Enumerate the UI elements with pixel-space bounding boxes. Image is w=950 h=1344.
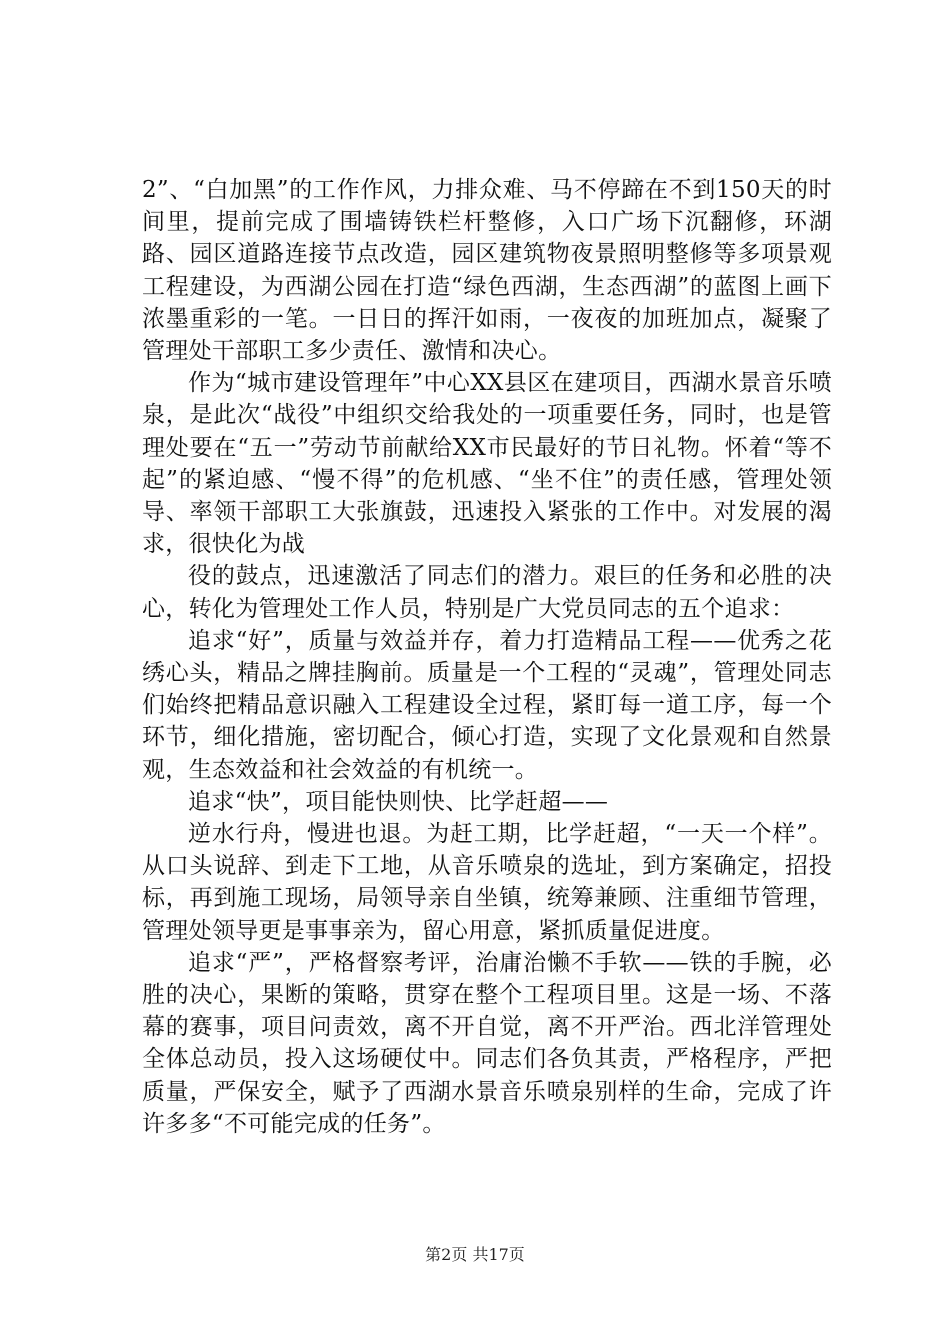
document-body — [142, 174, 832, 1140]
page-number-footer: 第2页 共17页 — [425, 1245, 525, 1264]
paragraph: 追求“严”，严格督察考评，治庸治懒不手软——铁的手腕，必胜的决心，果断的策略，贯穿在整个工程项目里。这是一场、不落幕的赛事，项目问责效，离不开自觉，离不开严治。西北洋管理处全体总动员，投入这场硬仗中。同志们各负其责，严格程序，严把质量，严保安全，赋予了西湖水景音乐喷泉别样的生命，完成了许许多多“不可能完成的任务”。 — [142, 949, 832, 1137]
paragraph: 追求“好”，质量与效益并存，着力打造精品工程——优秀之花绣心头，精品之牌挂胸前。质量是一个工程的“灵魂”，管理处同志们始终把精品意识融入工程建设全过程，紧盯每一道工序，每一个环节，细化措施，密切配合，倾心打造，实现了文化景观和自然景观，生态效益和社会效益的有机统一。 — [142, 627, 832, 783]
paragraph: 役的鼓点，迅速激活了同志们的潜力。艰巨的任务和必胜的决心，转化为管理处工作人员，特别是广大党员同志的五个追求： — [142, 563, 832, 622]
paragraph: 追求“快”，项目能快则快、比学赶超—— — [188, 788, 609, 815]
paragraph: 逆水行舟，慢进也退。为赶工期，比学赶超，“一天一个样”。从口头说辞、到走下工地，从音乐喷泉的选址，到方案确定，招投标，再到施工现场，局领导亲自坐镇，统筹兼顾、注重细节管理，管理处领导更是事事亲为，留心用意，紧抓质量促进度。 — [142, 821, 832, 944]
paragraph: 2”、“白加黑”的工作作风，力排众难、马不停蹄在不到150天的时间里，提前完成了围墙铸铁栏杆整修，入口广场下沉翻修，环湖路、园区道路连接节点改造，园区建筑物夜景照明整修等多项景观工程建设，为西湖公园在打造“绿色西湖，生态西湖”的蓝图上画下浓墨重彩的一笔。一日日的挥汗如雨，一夜夜的加班加点，凝聚了管理处干部职工多少责任、激情和决心。 — [142, 177, 832, 365]
paragraph: 作为“城市建设管理年”中心XX县区在建项目，西湖水景音乐喷泉，是此次“战役”中组织交给我处的一项重要任务，同时，也是管理处要在“五一”劳动节前献给XX市民最好的节日礼物。怀着“等不起”的紧迫感、“慢不得”的危机感、“坐不住”的责任感，管理处领导、率领干部职工大张旗鼓，迅速投入紧张的工作中。对发展的渴求，很快化为战 — [142, 370, 832, 558]
